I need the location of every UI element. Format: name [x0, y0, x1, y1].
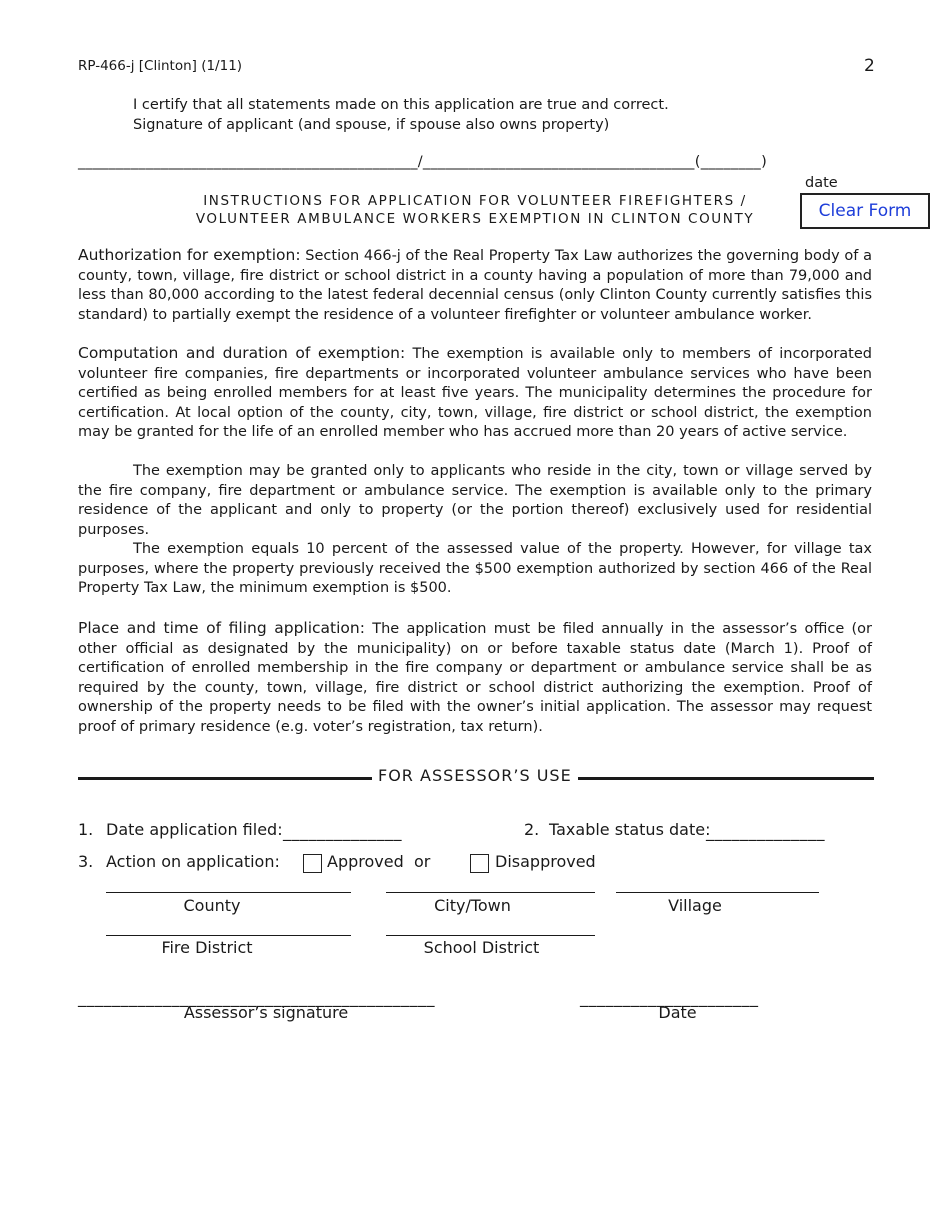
- approved-checkbox[interactable]: [303, 854, 322, 873]
- computation-paragraph: [78, 344, 872, 443]
- filing-paragraph: [78, 619, 872, 738]
- signature-date-label: date: [805, 175, 838, 191]
- county-line[interactable]: [106, 892, 351, 893]
- page-number: 2: [864, 56, 875, 76]
- item2-number: 2.: [524, 820, 540, 839]
- assessor-signature-line[interactable]: __________________________________________: [78, 988, 435, 1007]
- or-label: or: [414, 852, 431, 871]
- taxable-status-label: Taxable status date:: [549, 820, 711, 839]
- fire-district-line[interactable]: [106, 935, 351, 936]
- signature-instruction: Signature of applicant (and spouse, if spouse also owns property): [133, 117, 610, 133]
- school-district-line[interactable]: [386, 935, 595, 936]
- item1-number: 1.: [78, 820, 94, 839]
- taxable-status-field[interactable]: ______________: [706, 822, 825, 841]
- amount-paragraph: The exemption equals 10 percent of the assessed value of the property. However, for village tax purposes, where the property previously received the $500 exemption authorized by section 466 of the Real Property Tax Law, the minimum exemption is $500.: [78, 541, 872, 597]
- assessor-date-label: Date: [658, 1003, 697, 1022]
- disapproved-checkbox[interactable]: [470, 854, 489, 873]
- item3-number: 3.: [78, 852, 94, 871]
- certification-statement: I certify that all statements made on this application are true and correct.: [133, 97, 669, 113]
- computation-heading: Computation and duration of exemption:: [78, 344, 406, 362]
- date-filed-field[interactable]: ______________: [283, 822, 402, 841]
- instructions-title-line2: VOLUNTEER AMBULANCE WORKERS EXEMPTION IN CLINTON COUNTY: [195, 211, 755, 227]
- city-town-label: City/Town: [434, 896, 511, 915]
- authorization-text: Section 466-j of the Real Property Tax Law authorizes the governing body of a county, town, village, fire district or school district in a county having a population of more than 79,000 and less than 80,000 according to the latest federal decennial census (only Clinton County currently satisfies this standard) to partially exempt the residence of a volunteer firefighter or volunteer ambulance worker.: [78, 248, 872, 323]
- certification-block: [133, 95, 669, 135]
- assessor-date-line[interactable]: _____________________: [580, 988, 759, 1007]
- instructions-title-line1: INSTRUCTIONS FOR APPLICATION FOR VOLUNTEER FIREFIGHTERS /: [203, 193, 747, 209]
- county-label: County: [183, 896, 241, 915]
- instructions-title: [150, 192, 800, 228]
- disapproved-label: Disapproved: [495, 852, 596, 871]
- residence-paragraph: The exemption may be granted only to applicants who reside in the city, town or village served by the fire company, fire department or ambulance service. The exemption is available only to the primary residence of the applicant and only to property (or the portion thereof) exclusively used for residential purposes.: [78, 463, 872, 538]
- clear-form-button[interactable]: Clear Form: [800, 193, 930, 229]
- assessor-section-title: FOR ASSESSOR’S USE: [372, 766, 578, 785]
- assessor-signature-label: Assessor’s signature: [183, 1003, 349, 1022]
- authorization-heading: Authorization for exemption:: [78, 246, 301, 264]
- authorization-paragraph: [78, 246, 872, 325]
- school-district-label: School District: [423, 938, 540, 957]
- filing-heading: Place and time of filing application:: [78, 619, 365, 637]
- filing-text: The application must be filed annually in the assessor’s office (or other official as designated by the municipality) on or before taxable status date (March 1). Proof of certification of enrolled membership in the fire company or department or ambulance service shall be as required by the county, town, village, fire district or school district authorizing the exemption. Proof of ownership of the property needs to be filed with the owner’s initial application. The assessor may request proof of primary residence (e.g. voter’s registration, tax return).: [78, 621, 872, 735]
- computation-text: The exemption is available only to members of incorporated volunteer fire companies, fire departments or incorporated volunteer ambulance services who have been certified as being enrolled members for at least five years. The municipality determines the procedure for certification. At local option of the county, city, town, village, fire district or school district, the exemption may be granted for the life of an enrolled member who has accrued more than 20 years of active service.: [78, 346, 872, 441]
- village-line[interactable]: [616, 892, 819, 893]
- approved-label: Approved: [327, 852, 404, 871]
- action-label: Action on application:: [106, 852, 280, 871]
- applicant-signature-line[interactable]: _____________________________________________/____________________________________(________): [78, 154, 768, 170]
- village-label: Village: [668, 896, 722, 915]
- city-town-line[interactable]: [386, 892, 595, 893]
- date-filed-label: Date application filed:: [106, 820, 283, 839]
- form-id: RP-466-j [Clinton] (1/11): [78, 58, 243, 74]
- fire-district-label: Fire District: [161, 938, 253, 957]
